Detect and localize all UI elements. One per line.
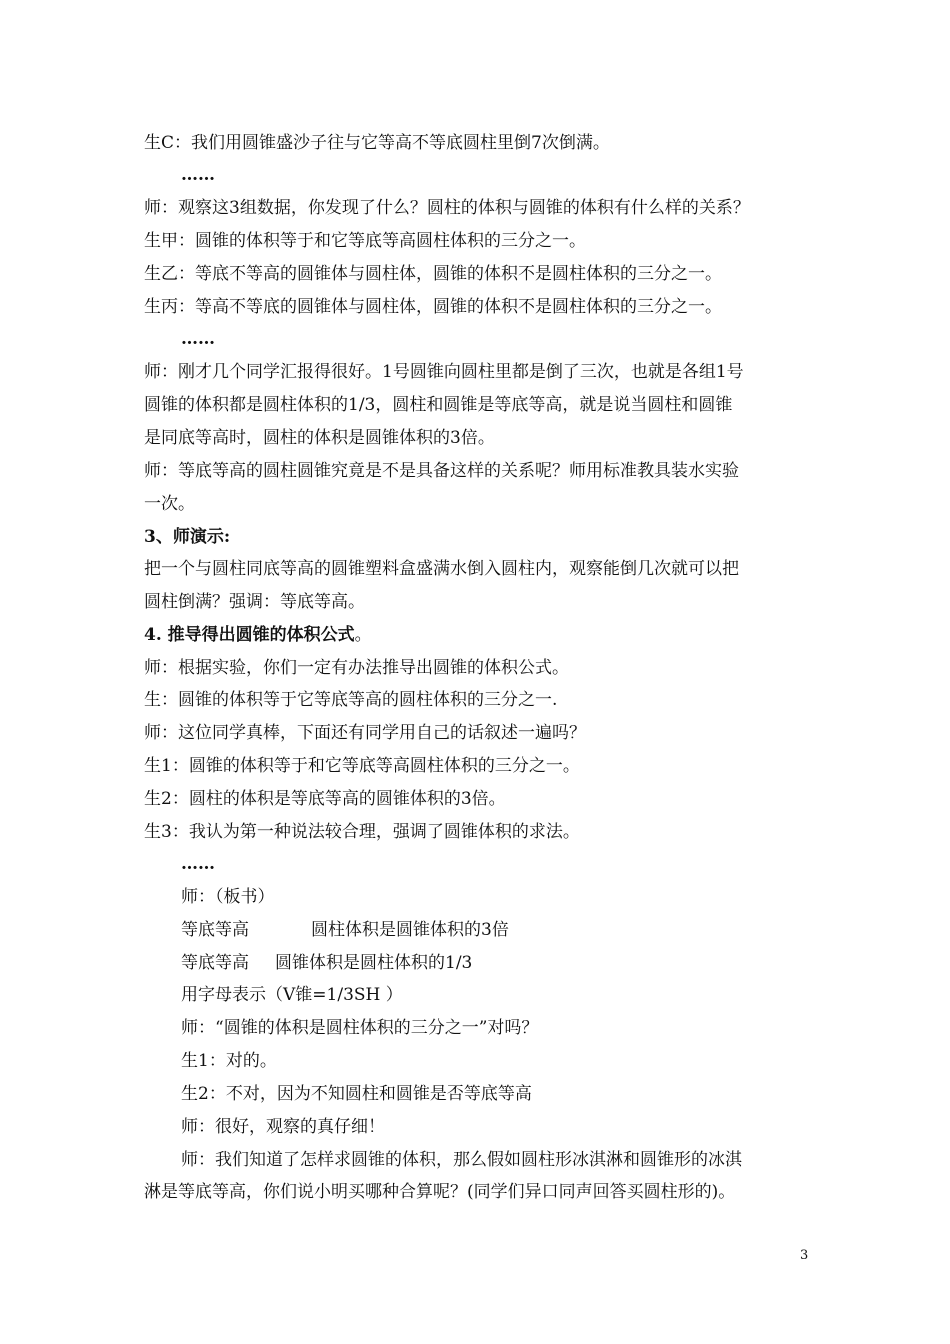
- text-line: 师：（板书）: [181, 887, 275, 907]
- text-line: 圆锥的体积都是圆柱体积的1/3，圆柱和圆锥是等底等高，就是说当圆柱和圆锥: [144, 395, 733, 415]
- section-heading: 3、师演示:: [144, 527, 231, 547]
- text-line: 生C：我们用圆锥盛沙子往与它等高不等底圆柱里倒7次倒满。: [144, 133, 610, 153]
- text-line: 生甲：圆锥的体积等于和它等底等高圆柱体积的三分之一。: [144, 231, 586, 251]
- text-line: 圆柱倒满？强调：等底等高。: [144, 592, 365, 612]
- formula-statement: 圆柱体积是圆锥体积的3倍: [311, 920, 509, 940]
- text-line: 生乙：等底不等高的圆锥体与圆柱体，圆锥的体积不是圆柱体积的三分之一。: [144, 264, 722, 284]
- page-number: 3: [800, 1248, 809, 1263]
- text-line: 师：很好，观察的真仔细！: [181, 1117, 385, 1137]
- text-line: 师：观察这3组数据，你发现了什么？圆柱的体积与圆锥的体积有什么样的关系？: [144, 198, 750, 218]
- text-line: 师：根据实验，你们一定有办法推导出圆锥的体积公式。: [144, 658, 569, 678]
- formula-line: [181, 953, 472, 973]
- text-line: 生2：圆柱的体积是等底等高的圆锥体积的3倍。: [144, 789, 506, 809]
- ellipsis: ……: [181, 854, 215, 874]
- text-line: 生2：不对，因为不知圆柱和圆锥是否等底等高: [181, 1084, 532, 1104]
- text-line: 生：圆锥的体积等于它等底等高的圆柱体积的三分之一.: [144, 690, 558, 710]
- text-line: 用字母表示（V锥=1/3SH ）: [181, 985, 403, 1005]
- formula-condition: 等底等高: [181, 953, 249, 973]
- heading-punctuation: 。: [354, 625, 372, 645]
- text-line: 师：刚才几个同学汇报得很好。1号圆锥向圆柱里都是倒了三次，也就是各组1号: [144, 362, 744, 382]
- text-line: 是同底等高时，圆柱的体积是圆锥体积的3倍。: [144, 428, 495, 448]
- text-line: 生1：对的。: [181, 1051, 277, 1071]
- formula-line: [181, 920, 509, 940]
- heading-text: 4. 推导得出圆锥的体积公式: [144, 625, 355, 645]
- text-line: 师：这位同学真棒，下面还有同学用自己的话叙述一遍吗？: [144, 723, 586, 743]
- section-heading: [144, 625, 372, 645]
- text-line: 生3：我认为第一种说法较合理，强调了圆锥体积的求法。: [144, 822, 580, 842]
- text-line: 生1：圆锥的体积等于和它等底等高圆柱体积的三分之一。: [144, 756, 580, 776]
- text-line: 师：“圆锥的体积是圆柱体积的三分之一”对吗？: [181, 1018, 539, 1038]
- formula-statement: 圆锥体积是圆柱体积的1/3: [275, 953, 473, 973]
- text-line: 师：我们知道了怎样求圆锥的体积，那么假如圆柱形冰淇淋和圆锥形的冰淇: [181, 1150, 742, 1170]
- text-line: 淋是等底等高，你们说小明买哪种合算呢？(同学们异口同声回答买圆柱形的)。: [144, 1182, 736, 1202]
- text-line: 把一个与圆柱同底等高的圆锥塑料盒盛满水倒入圆柱内，观察能倒几次就可以把: [144, 559, 739, 579]
- text-line: 生丙：等高不等底的圆锥体与圆柱体，圆锥的体积不是圆柱体积的三分之一。: [144, 297, 722, 317]
- ellipsis: ……: [181, 165, 215, 185]
- formula-condition: 等底等高: [181, 920, 249, 940]
- text-line: 师：等底等高的圆柱圆锥究竟是不是具备这样的关系呢？师用标准教具装水实验: [144, 461, 739, 481]
- ellipsis: ……: [181, 329, 215, 349]
- text-line: 一次。: [144, 494, 195, 514]
